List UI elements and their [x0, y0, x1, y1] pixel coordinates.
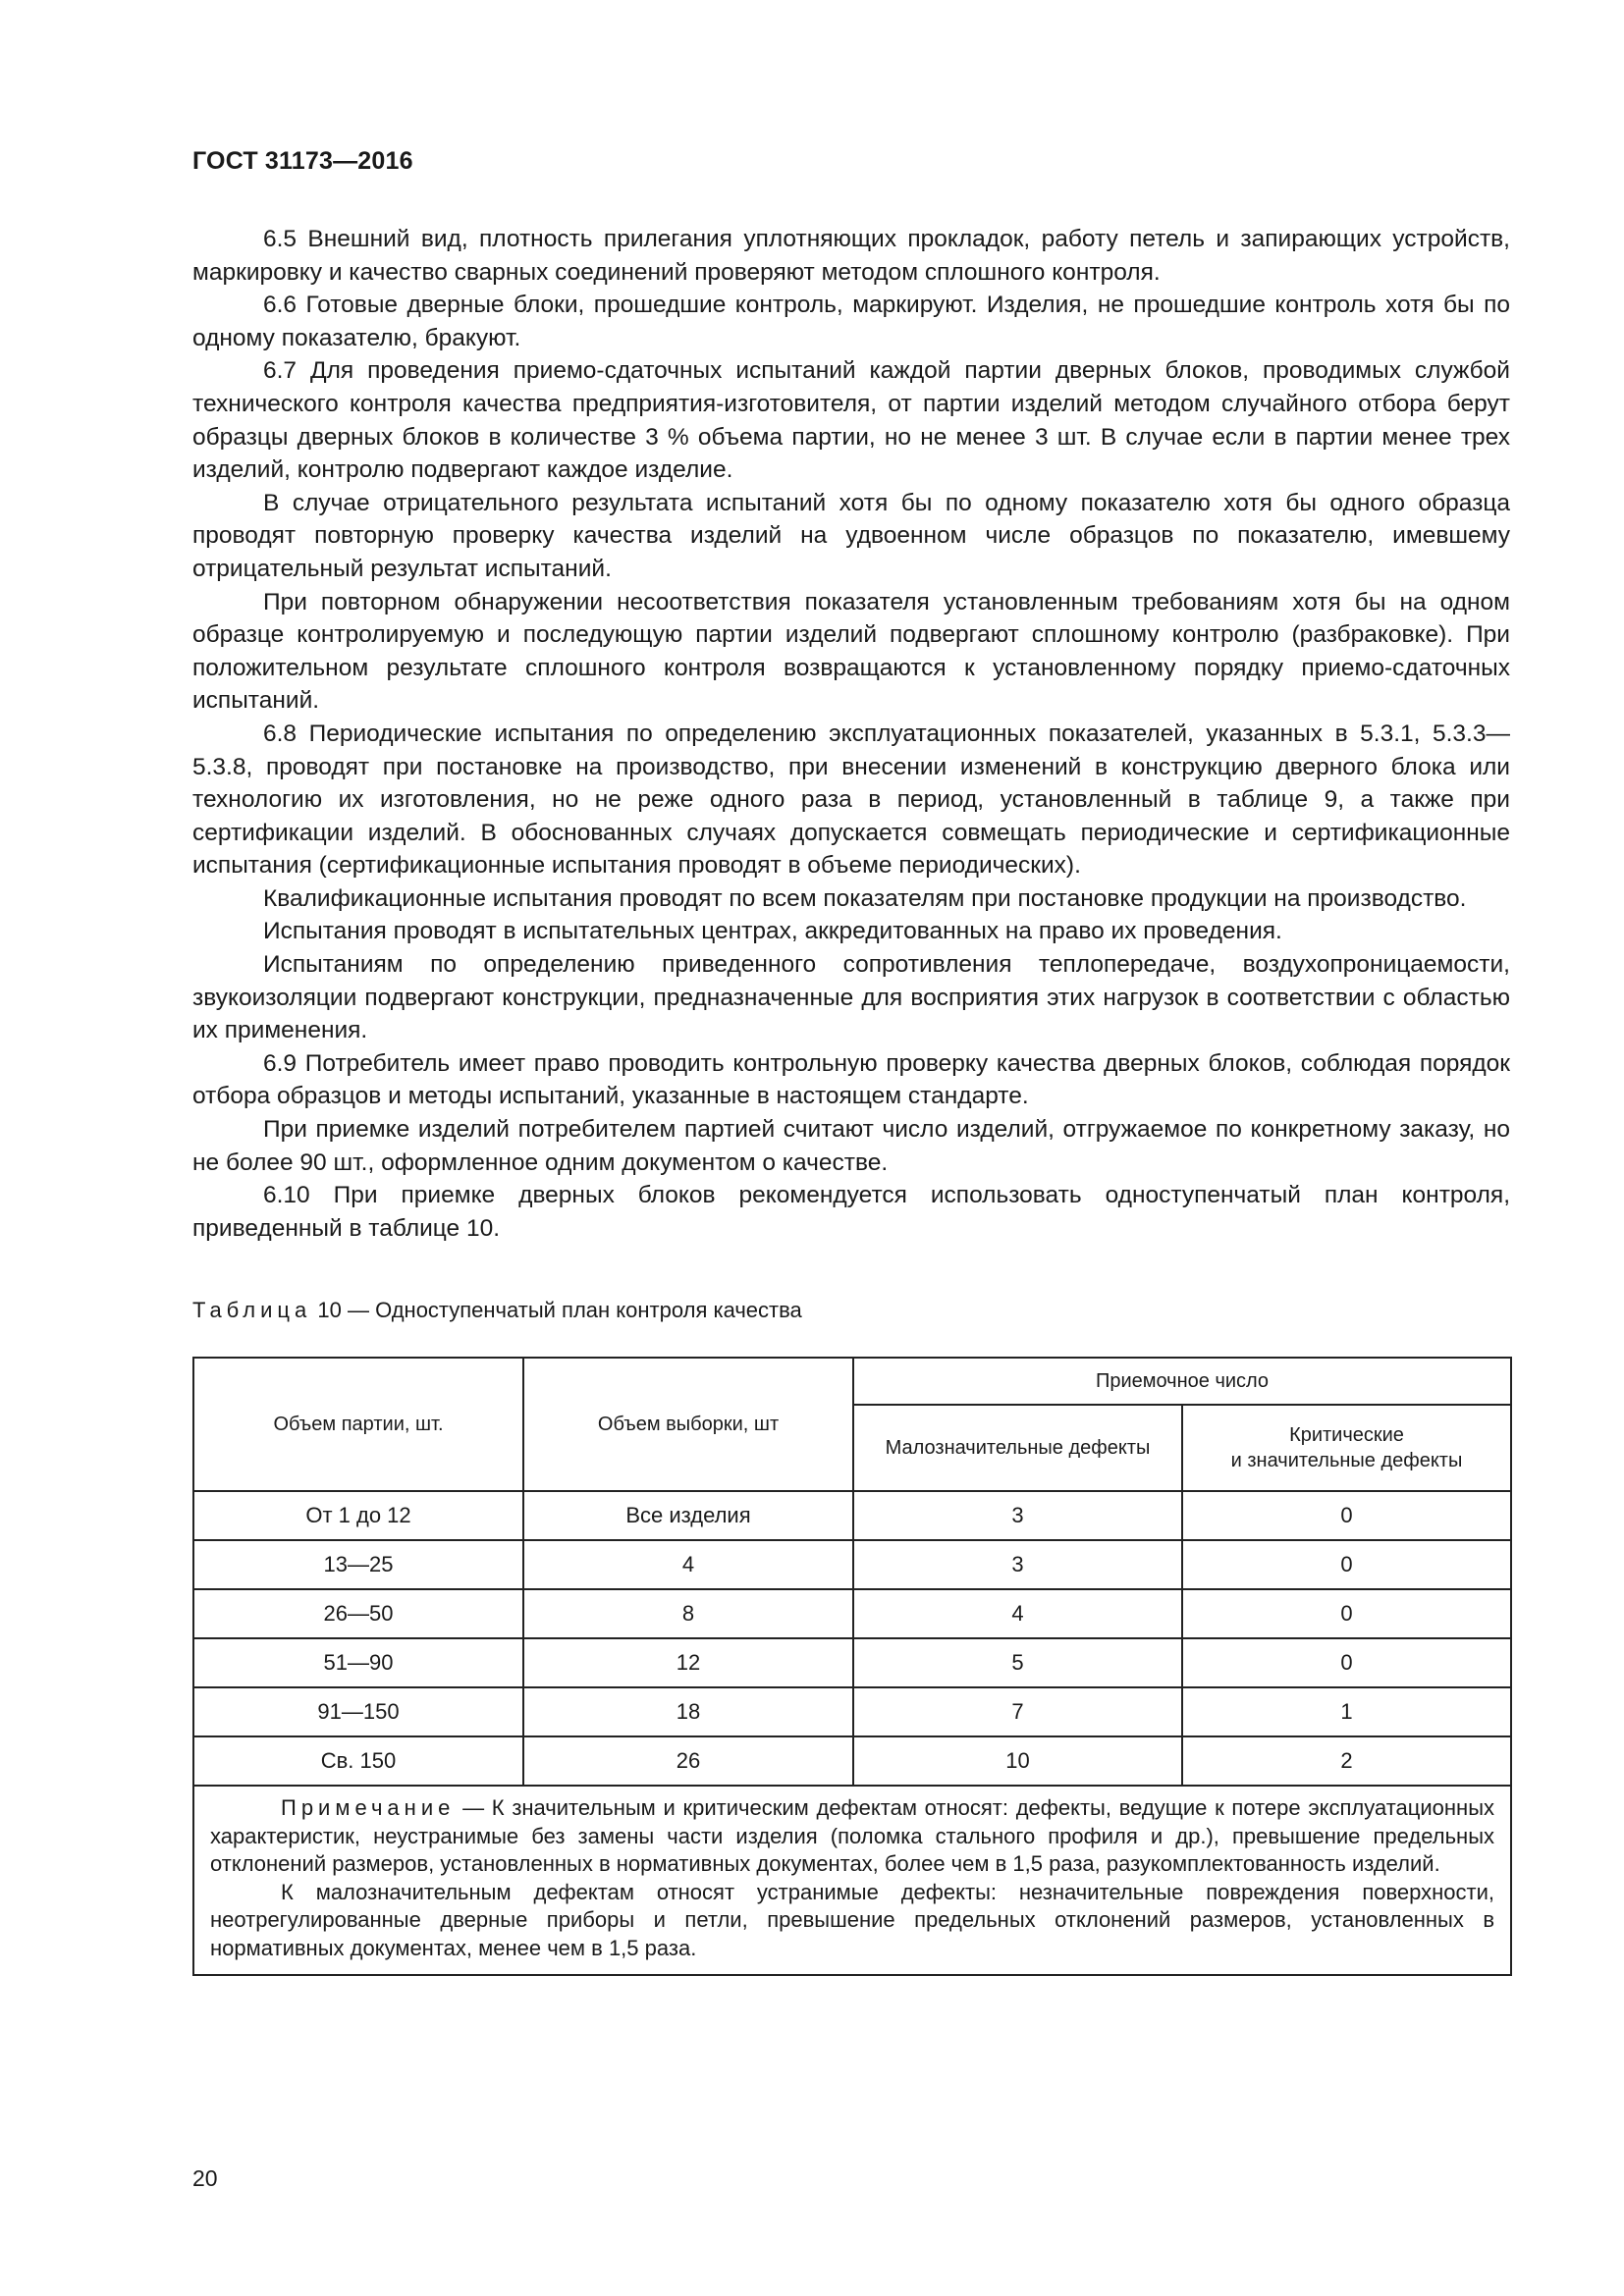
paragraph-6-8: 6.8 Периодические испытания по определению эксплуатационных показателей, указанных в 5.3.1, 5.3.3—5.3.8, проводят при постановке на производство, при внесении изменений в конструкцию дверного блока или технологию их изготовления, но не реже одного раза в период, установленный в таблице 9, а также при сертификации изделий. В обоснованных случаях допускается совмещать периодические и сертификационные испытания (сертификационные испытания проводят в объеме периодических).	[192, 720, 1510, 880]
header-minor-defects: Малозначительные дефекты	[853, 1405, 1182, 1491]
cell-minor-defects: 5	[853, 1638, 1182, 1687]
document-header: ГОСТ 31173—2016	[192, 147, 413, 175]
body-text	[192, 223, 1510, 1245]
cell-lot-size: 51—90	[193, 1638, 523, 1687]
cell-sample-size: 8	[523, 1589, 853, 1638]
cell-minor-defects: 7	[853, 1687, 1182, 1736]
note-paragraph-1	[210, 1794, 1494, 1879]
cell-sample-size: 18	[523, 1687, 853, 1736]
table-row	[193, 1687, 1511, 1736]
table-row	[193, 1638, 1511, 1687]
table-note	[193, 1786, 1511, 1975]
cell-minor-defects: 3	[853, 1540, 1182, 1589]
quality-control-table	[192, 1357, 1512, 1976]
header-sample-size: Объем выборки, шт	[523, 1358, 853, 1491]
paragraph-6-5: 6.5 Внешний вид, плотность прилегания уплотняющих прокладок, работу петель и запирающих устройств, маркировку и качество сварных соединений проверяют методом сплошного контроля.	[192, 226, 1510, 286]
cell-lot-size: 91—150	[193, 1687, 523, 1736]
header-critical-line1: Критические	[1289, 1424, 1404, 1446]
cell-minor-defects: 10	[853, 1736, 1182, 1786]
table-note-row	[193, 1786, 1511, 1975]
note-text-1: — К значительным и критическим дефектам относят: дефекты, ведущие к потере эксплуатационных характеристик, неустранимые без замены части изделия (поломка стального профиля и др.), превышение предельных отклонений размеров, установленных в нормативных документах, более чем в 1,5 раза, разукомплектованность изделий.	[210, 1795, 1495, 1876]
cell-lot-size: 13—25	[193, 1540, 523, 1589]
table-row	[193, 1589, 1511, 1638]
cell-sample-size: 12	[523, 1638, 853, 1687]
table-caption-label: Таблица	[192, 1298, 312, 1322]
cell-sample-size: Все изделия	[523, 1491, 853, 1540]
note-paragraph-2: К малозначительным дефектам относят устранимые дефекты: незначительные повреждения поверхности, неотрегулированные дверные приборы и петли, превышение предельных отклонений размеров, установленных в нормативных документах, менее чем в 1,5 раза.	[210, 1879, 1495, 1960]
table-caption	[192, 1296, 802, 1325]
paragraph-thermal-tests: Испытаниям по определению приведенного сопротивления теплопередаче, воздухопроницаемости, звукоизоляции подвергают конструкции, предназначенные для восприятия этих нагрузок в соответствии с областью их применения.	[192, 951, 1510, 1044]
cell-lot-size: От 1 до 12	[193, 1491, 523, 1540]
paragraph-consumer-lot: При приемке изделий потребителем партией считают число изделий, отгружаемое по конкретному заказу, но не более 90 шт., оформленное одним документом о качестве.	[192, 1116, 1510, 1176]
cell-lot-size: 26—50	[193, 1589, 523, 1638]
table-row	[193, 1736, 1511, 1786]
paragraph-negative-result: В случае отрицательного результата испытаний хотя бы по одному показателю хотя бы одного образца проводят повторную проверку качества изделий на удвоенном числе образцов по показателю, имевшему отрицательный результат испытаний.	[192, 489, 1510, 582]
cell-critical-defects: 1	[1182, 1687, 1511, 1736]
paragraph-6-9: 6.9 Потребитель имеет право проводить контрольную проверку качества дверных блоков, соблюдая порядок отбора образцов и методы испытаний, указанные в настоящем стандарте.	[192, 1049, 1510, 1110]
table-row	[193, 1540, 1511, 1589]
page-number: 20	[192, 2165, 218, 2191]
header-critical-line2: и значительные дефекты	[1230, 1450, 1463, 1471]
note-label: Примечание	[281, 1795, 456, 1820]
cell-minor-defects: 4	[853, 1589, 1182, 1638]
header-lot-size: Объем партии, шт.	[193, 1358, 523, 1491]
cell-critical-defects: 0	[1182, 1491, 1511, 1540]
header-critical-major-defects	[1182, 1405, 1511, 1491]
cell-critical-defects: 0	[1182, 1540, 1511, 1589]
paragraph-qualification-tests: Квалификационные испытания проводят по всем показателям при постановке продукции на производство.	[263, 884, 1467, 912]
cell-sample-size: 4	[523, 1540, 853, 1589]
paragraph-6-10: 6.10 При приемке дверных блоков рекомендуется использовать одноступенчатый план контроля, приведенный в таблице 10.	[192, 1182, 1510, 1242]
paragraph-repeat-detection: При повторном обнаружении несоответствия показателя установленным требованиям хотя бы на одном образце контролируемую и последующую партии изделий подвергают сплошному контролю (разбраковке). При положительном результате сплошного контроля возвращаются к установленному порядку приемо-сдаточных испытаний.	[192, 588, 1510, 715]
cell-lot-size: Св. 150	[193, 1736, 523, 1786]
paragraph-6-7: 6.7 Для проведения приемо-сдаточных испытаний каждой партии дверных блоков, проводимых службой технического контроля качества предприятия-изготовителя, от партии изделий методом случайного отбора берут образцы дверных блоков в количестве 3 % объема партии, но не менее 3 шт. В случае если в партии менее трех изделий, контролю подвергают каждое изделие.	[192, 357, 1510, 484]
table-caption-text: 10 — Одноступенчатый план контроля качества	[311, 1298, 802, 1322]
cell-minor-defects: 3	[853, 1491, 1182, 1540]
paragraph-test-centers: Испытания проводят в испытательных центрах, аккредитованных на право их проведения.	[263, 918, 1282, 945]
cell-sample-size: 26	[523, 1736, 853, 1786]
cell-critical-defects: 0	[1182, 1638, 1511, 1687]
paragraph-6-6: 6.6 Готовые дверные блоки, прошедшие контроль, маркируют. Изделия, не прошедшие контроль хотя бы по одному показателю, бракуют.	[192, 292, 1510, 351]
table-row	[193, 1491, 1511, 1540]
cell-critical-defects: 2	[1182, 1736, 1511, 1786]
cell-critical-defects: 0	[1182, 1589, 1511, 1638]
header-acceptance-number: Приемочное число	[853, 1358, 1511, 1405]
